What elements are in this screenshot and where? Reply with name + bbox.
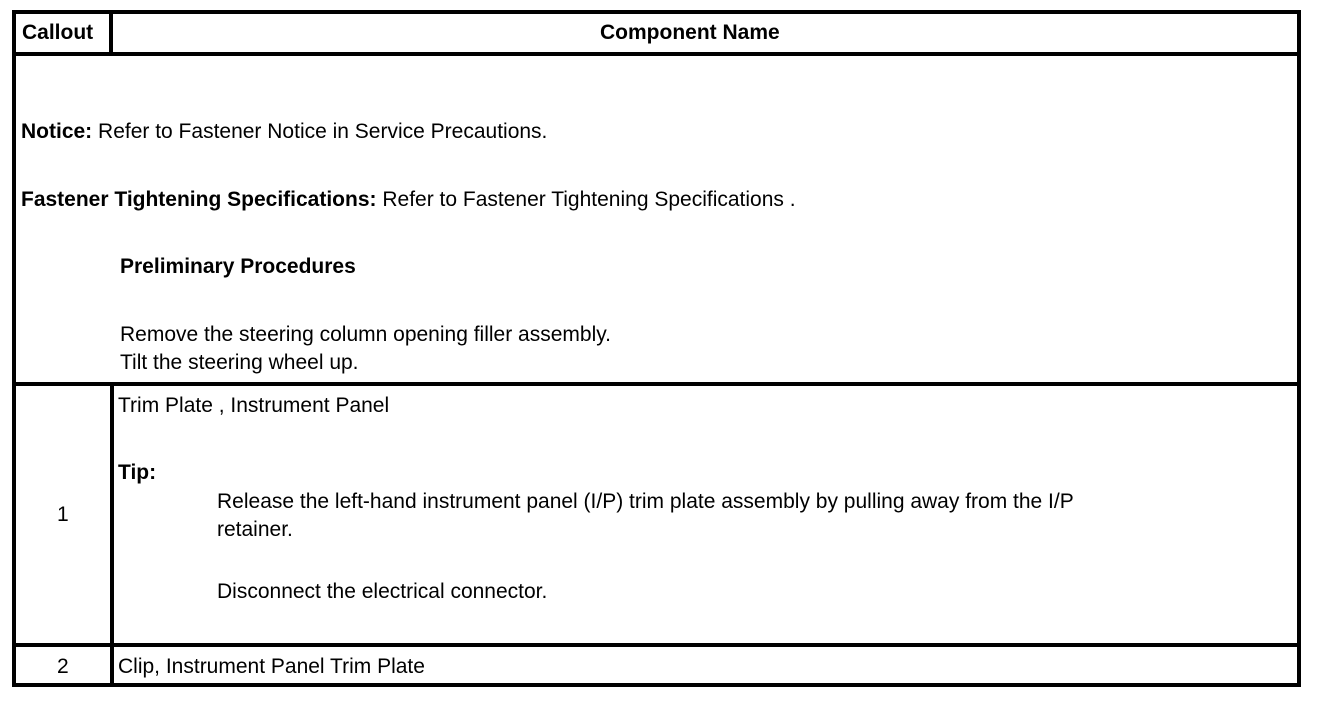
row1-tip-line: retainer.: [217, 518, 293, 541]
intro-rule: [16, 382, 1297, 386]
row1-tip-label: Tip:: [118, 461, 157, 484]
row1-name: Trim Plate , Instrument Panel: [118, 394, 390, 417]
spec-text: Refer to Fastener Tightening Specifications .: [376, 188, 796, 211]
notice-label: Notice:: [21, 120, 93, 143]
header-component-name: Component Name: [600, 21, 780, 44]
preliminary-step: Tilt the steering wheel up.: [120, 351, 359, 374]
preliminary-heading: Preliminary Procedures: [120, 255, 356, 278]
row1-tip-extra: Disconnect the electrical connector.: [217, 580, 548, 603]
notice-line: [21, 118, 547, 146]
header-divider: [109, 14, 113, 52]
spec-label: Fastener Tightening Specifications:: [21, 188, 377, 211]
row2-callout: 2: [57, 655, 69, 678]
row1-tip-line: Release the left-hand instrument panel (I/P) trim plate assembly by pulling away from the I/P: [217, 490, 1074, 513]
row1-rule: [16, 643, 1297, 647]
header-rule: [16, 52, 1297, 56]
component-table: [12, 10, 1301, 687]
row1-callout: 1: [57, 503, 69, 526]
spec-line: [21, 186, 796, 214]
notice-text: Refer to Fastener Notice in Service Precautions.: [92, 120, 548, 143]
row2-name: Clip, Instrument Panel Trim Plate: [118, 655, 425, 678]
header-callout: Callout: [22, 21, 94, 44]
preliminary-step: Remove the steering column opening filler assembly.: [120, 323, 612, 346]
rows-divider: [110, 382, 114, 687]
